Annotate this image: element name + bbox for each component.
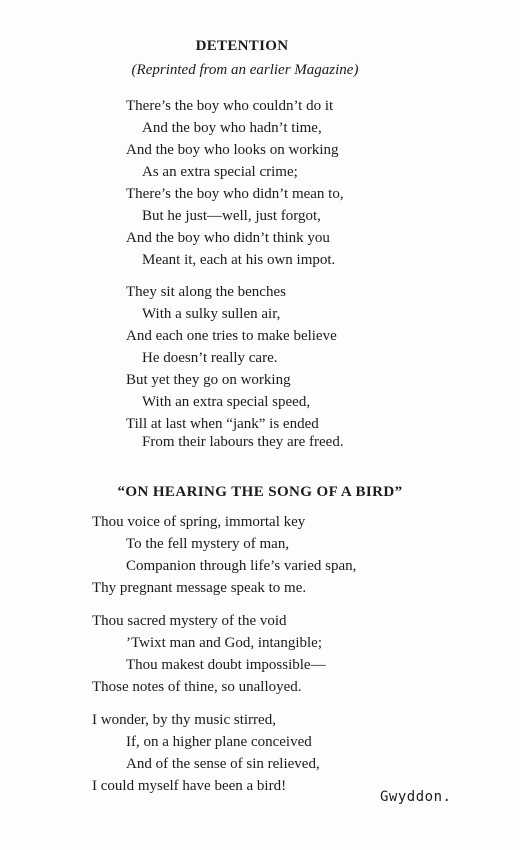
- poem1-line: From their labours they are freed.: [142, 434, 344, 450]
- poem1-line: Meant it, each at his own impot.: [142, 252, 336, 268]
- poem1-line: And each one tries to make believe: [126, 328, 337, 344]
- poem2-line: Thou makest doubt impossible—: [126, 657, 326, 673]
- poem-title-bird: “ON HEARING THE SONG OF A BIRD”: [117, 484, 403, 500]
- poem1-line: There’s the boy who didn’t mean to,: [126, 186, 344, 202]
- poem2-line: Thou sacred mystery of the void: [92, 613, 287, 629]
- poem1-line: As an extra special crime;: [142, 164, 298, 180]
- poem2-line: ’Twixt man and God, intangible;: [126, 635, 322, 651]
- poem1-line: But he just—well, just forgot,: [142, 208, 321, 224]
- poem2-line: Thy pregnant message speak to me.: [92, 580, 307, 596]
- poem1-line: And the boy who didn’t think you: [126, 230, 330, 246]
- poem1-line: And the boy who looks on working: [126, 142, 339, 158]
- poem2-line: I wonder, by thy music stirred,: [92, 712, 276, 728]
- poem1-line: There’s the boy who couldn’t do it: [126, 98, 334, 114]
- poem1-line: Till at last when “jank” is ended: [126, 416, 319, 432]
- poem2-line: Those notes of thine, so unalloyed.: [92, 679, 302, 695]
- poem-title-detention: DETENTION: [195, 38, 289, 54]
- author-signature: Gwyddon.: [380, 789, 452, 805]
- poem2-line: Companion through life’s varied span,: [126, 558, 357, 574]
- poem-subtitle: (Reprinted from an earlier Magazine): [131, 62, 359, 78]
- poem2-line: And of the sense of sin relieved,: [126, 756, 320, 772]
- poem2-line: If, on a higher plane conceived: [126, 734, 312, 750]
- poem1-line: They sit along the benches: [126, 284, 286, 300]
- poem2-line: Thou voice of spring, immortal key: [92, 514, 306, 530]
- poem1-line: With an extra special speed,: [142, 394, 311, 410]
- poem1-line: He doesn’t really care.: [142, 350, 278, 366]
- poem1-line: With a sulky sullen air,: [142, 306, 281, 322]
- poem2-line: I could myself have been a bird!: [92, 778, 287, 794]
- poem2-line: To the fell mystery of man,: [126, 536, 290, 552]
- poem1-line: But yet they go on working: [126, 372, 291, 388]
- poem1-line: And the boy who hadn’t time,: [142, 120, 322, 136]
